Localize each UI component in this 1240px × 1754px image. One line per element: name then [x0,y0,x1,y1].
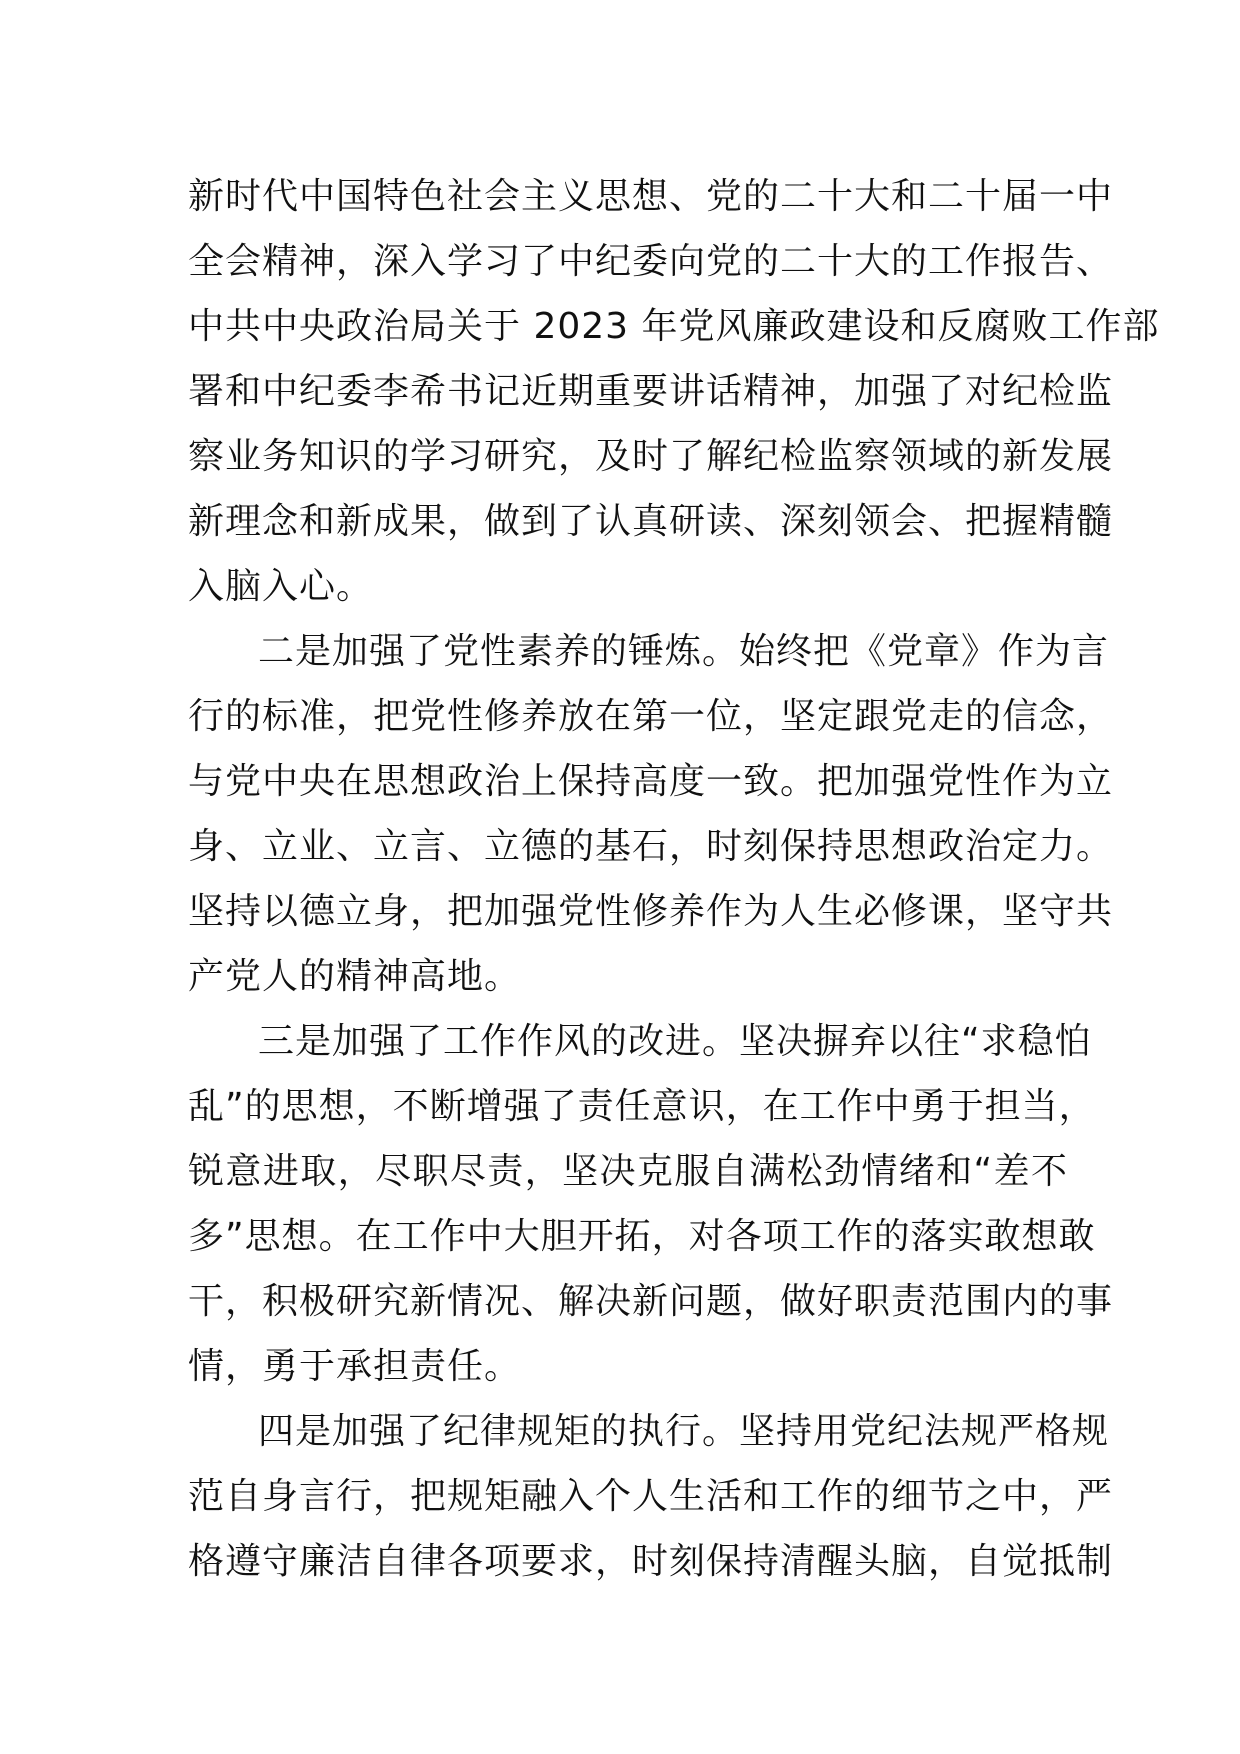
text-line: 署和中纪委李希书记近期重要讲话精神，加强了对纪检监 [188,371,1114,412]
text-line: 干，积极研究新情况、解决新问题，做好职责范围内的事 [188,1281,1114,1322]
text-line: 产党人的精神高地。 [188,956,522,997]
paragraph-2 [188,619,1114,1009]
text-line: 三是加强了工作作风的改进。坚决摒弃以往“求稳怕 [258,1021,1092,1062]
paragraph-1 [188,164,1160,619]
paragraph-4 [188,1399,1114,1594]
text-line: 察业务知识的学习研究，及时了解纪检监察领域的新发展 [188,436,1114,477]
text-line: 全会精神，深入学习了中纪委向党的二十大的工作报告、 [188,241,1114,282]
text-line: 情，勇于承担责任。 [188,1346,522,1387]
text-line: 与党中央在思想政治上保持高度一致。把加强党性作为立 [188,761,1114,802]
text-line: 身、立业、立言、立德的基石，时刻保持思想政治定力。 [188,826,1114,867]
paragraph-3 [188,1009,1114,1399]
text-line: 新时代中国特色社会主义思想、党的二十大和二十届一中 [188,176,1114,217]
text-line: 行的标准，把党性修养放在第一位，坚定跟党走的信念， [188,696,1114,737]
text-line: 四是加强了纪律规矩的执行。坚持用党纪法规严格规 [258,1411,1110,1452]
text-line: 锐意进取，尽职尽责，坚决克服自满松劲情绪和“差不 [188,1151,1068,1192]
text-line: 坚持以德立身，把加强党性修养作为人生必修课，坚守共 [188,891,1114,932]
text-line: 乱”的思想，不断增强了责任意识，在工作中勇于担当， [188,1086,1096,1127]
text-line: 中共中央政治局关于 2023 年党风廉政建设和反腐败工作部 [188,306,1160,347]
text-line: 二是加强了党性素养的锤炼。始终把《党章》作为言 [258,631,1110,672]
text-line: 范自身言行，把规矩融入个人生活和工作的细节之中，严 [188,1476,1114,1517]
document-body [188,164,1160,1594]
text-line: 格遵守廉洁自律各项要求，时刻保持清醒头脑，自觉抵制 [188,1541,1114,1582]
text-line: 新理念和新成果，做到了认真研读、深刻领会、把握精髓 [188,501,1114,542]
text-line: 多”思想。在工作中大胆开拓，对各项工作的落实敢想敢 [188,1216,1096,1257]
text-line: 入脑入心。 [188,566,374,607]
